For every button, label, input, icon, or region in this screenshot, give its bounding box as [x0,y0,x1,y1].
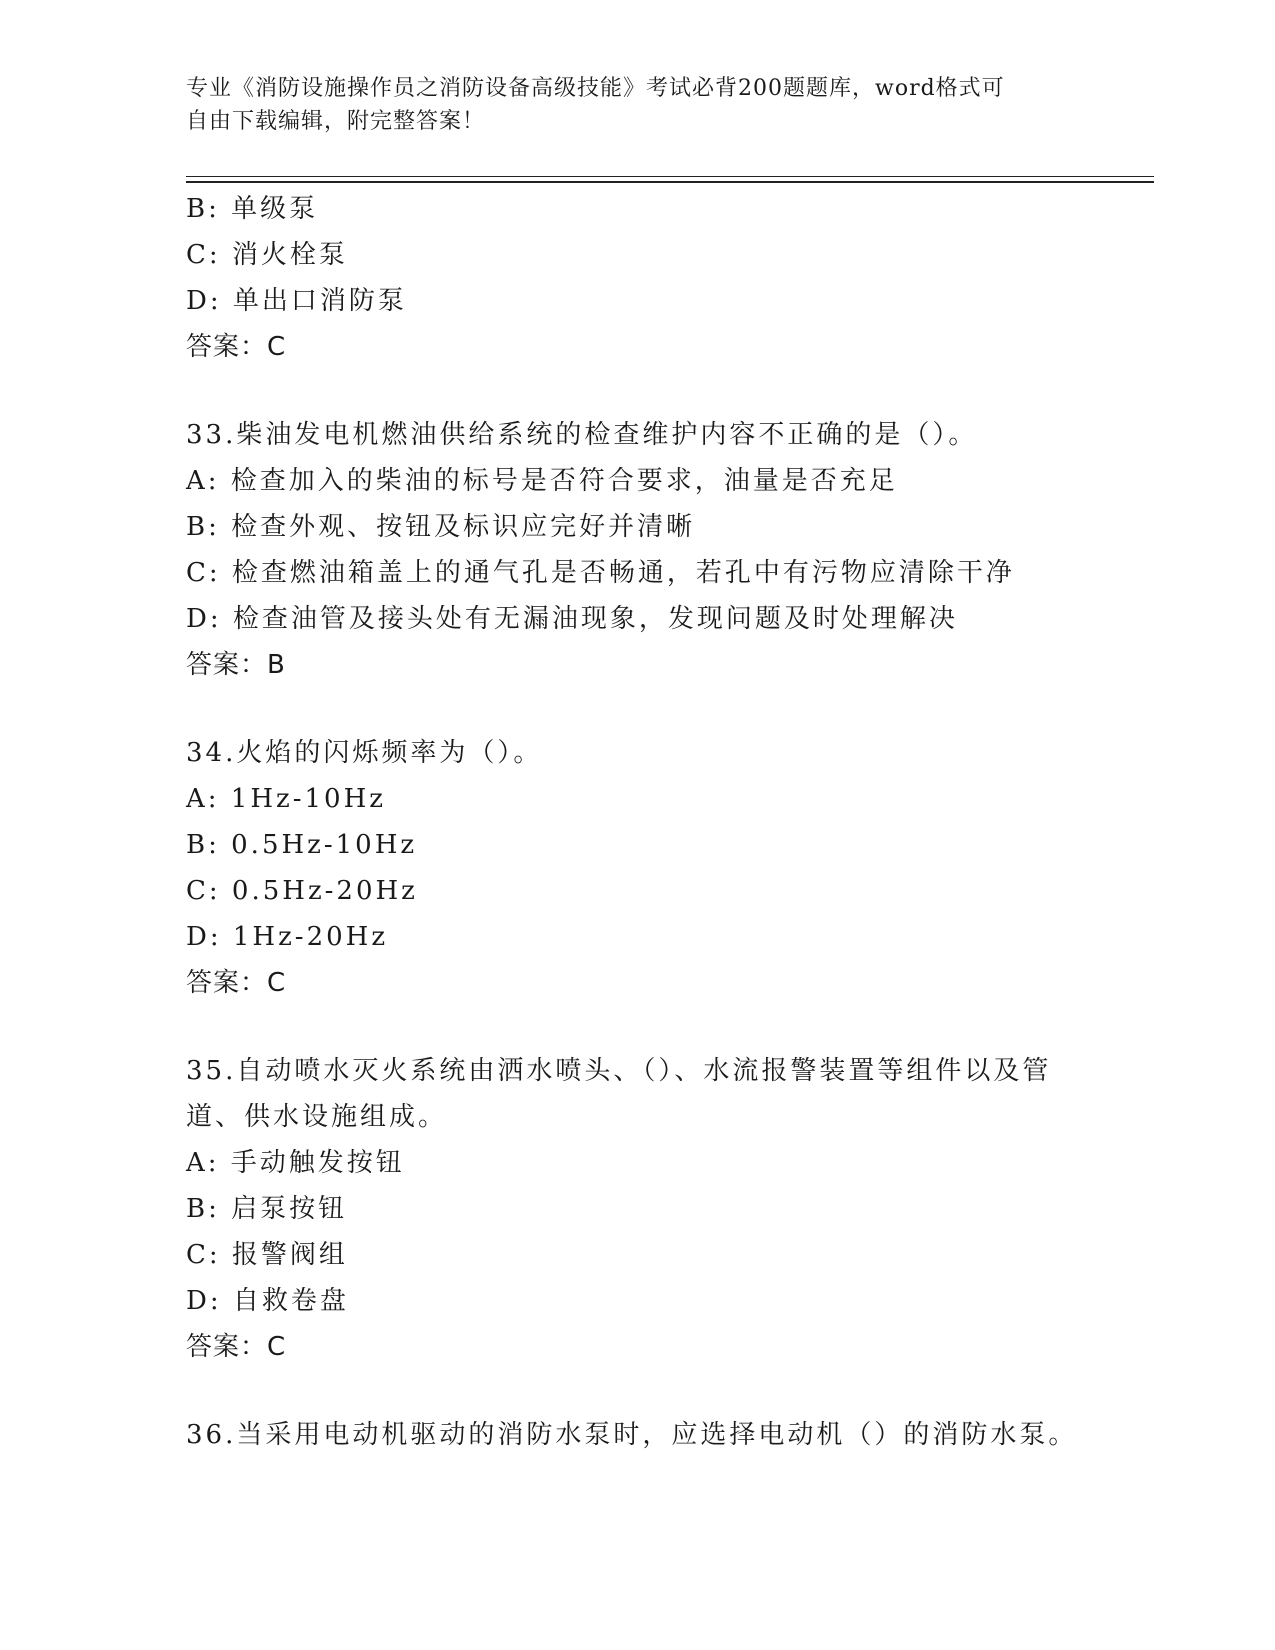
question-stem: 34.火焰的闪烁频率为（）。 [186,738,543,768]
option-a: A: 1Hz-10Hz [186,784,386,814]
continued-question [186,186,1086,370]
option-c: C: 检查燃油箱盖上的通气孔是否畅通，若孔中有污物应清除干净 [186,558,1015,588]
question-33 [186,412,1086,688]
question-36 [186,1412,1086,1458]
question-34 [186,730,1086,1006]
question-stem: 33.柴油发电机燃油供给系统的检查维护内容不正确的是（）。 [186,420,978,450]
option-b: B: 启泵按钮 [186,1194,348,1224]
option-a: A: 检查加入的柴油的标号是否符合要求，油量是否充足 [186,466,898,496]
header-line-2: 自由下载编辑，附完整答案！ [186,109,486,134]
question-stem-line-1: 35.自动喷水灭火系统由洒水喷头、（）、水流报警装置等组件以及管 [186,1056,1052,1086]
option-a: A: 手动触发按钮 [186,1148,405,1178]
header-line-1: 专业《消防设施操作员之消防设备高级技能》考试必背200题题库，word格式可 [186,76,1005,101]
question-35 [186,1048,1086,1370]
option-b: B: 0.5Hz-10Hz [186,830,418,860]
question-content [186,186,1086,1458]
answer-line: 答案：C [186,968,287,998]
answer-line: 答案：B [186,650,286,680]
question-stem: 36.当采用电动机驱动的消防水泵时，应选择电动机（）的消防水泵。 [186,1420,1078,1450]
option-b: B: 单级泵 [186,194,319,224]
option-b: B: 检查外观、按钮及标识应完好并清晰 [186,512,696,542]
option-d: D: 检查油管及接头处有无漏油现象，发现问题及时处理解决 [186,604,958,634]
option-d: D: 自救卷盘 [186,1286,349,1316]
option-c: C: 消火栓泵 [186,240,348,270]
document-header [186,72,1066,138]
option-d: D: 1Hz-20Hz [186,922,389,952]
header-divider-bottom [186,181,1154,183]
question-stem-line-2: 道、供水设施组成。 [186,1102,448,1132]
option-c: C: 报警阀组 [186,1240,348,1270]
answer-line: 答案：C [186,1332,287,1362]
option-c: C: 0.5Hz-20Hz [186,876,418,906]
answer-line: 答案：C [186,332,287,362]
option-d: D: 单出口消防泵 [186,286,407,316]
header-divider-top [186,176,1154,177]
